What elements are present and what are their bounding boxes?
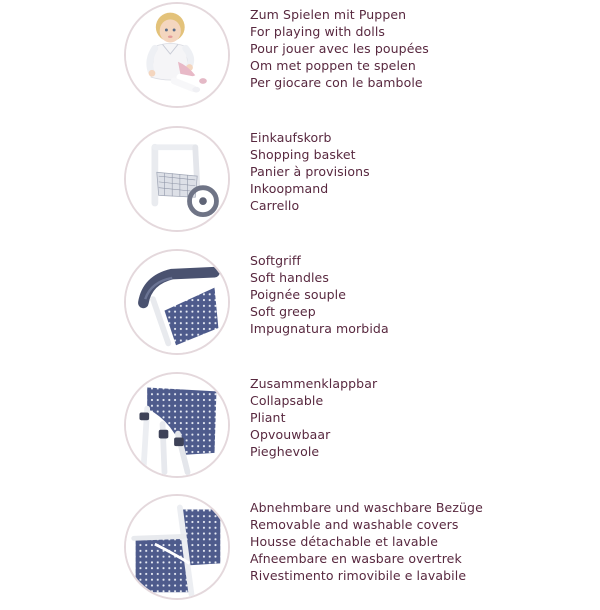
feature-labels [250,129,370,214]
label-fr: Panier à provisions [250,164,370,179]
label-nl: Om met poppen te spelen [250,58,416,73]
label-fr: Pliant [250,410,286,425]
feature-labels [250,6,429,91]
label-en: For playing with dolls [250,24,386,39]
label-nl: Opvouwbaar [250,427,331,442]
label-de: Einkaufskorb [250,130,332,145]
label-nl: Afneembare en wasbare overtrek [250,551,462,566]
label-it: Per giocare con le bambole [250,75,423,90]
feature-labels [250,252,389,337]
label-de: Abnehmbare und waschbare Bezüge [250,500,483,515]
label-nl: Soft greep [250,304,316,319]
label-it: Impugnatura morbida [250,321,389,336]
label-en: Soft handles [250,270,329,285]
feature-collapsable [0,368,600,488]
feature-labels [250,499,483,584]
folding-joint-photo-icon [124,372,230,478]
soft-handle-photo-icon [124,249,230,355]
fabric-cover-photo-icon [124,494,230,600]
feature-removable-covers [0,490,600,610]
doll-photo-icon [124,2,230,108]
label-fr: Housse détachable et lavable [250,534,439,549]
feature-soft-handles [0,245,600,365]
shopping-basket-photo-icon [124,126,230,232]
label-de: Softgriff [250,253,301,268]
label-en: Removable and washable covers [250,517,459,532]
label-en: Collapsable [250,393,324,408]
feature-doll [0,0,600,120]
feature-shopping-basket [0,122,600,242]
label-en: Shopping basket [250,147,356,162]
label-de: Zum Spielen mit Puppen [250,7,407,22]
label-it: Carrello [250,198,300,213]
label-de: Zusammenklappbar [250,376,378,391]
label-it: Pieghevole [250,444,320,459]
feature-labels [250,375,377,460]
label-fr: Poignée souple [250,287,347,302]
label-it: Rivestimento rimovibile e lavabile [250,568,467,583]
label-fr: Pour jouer avec les poupées [250,41,429,56]
label-nl: Inkoopmand [250,181,329,196]
